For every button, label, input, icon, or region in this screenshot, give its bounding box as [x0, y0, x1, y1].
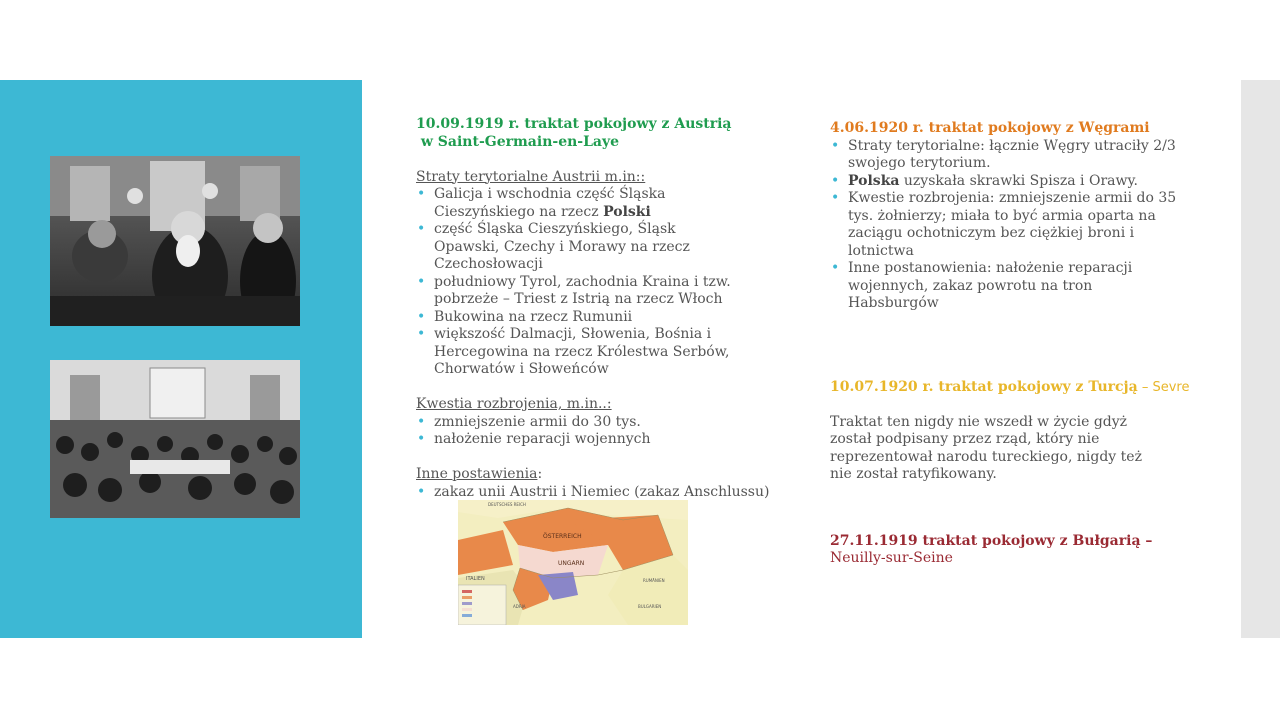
other-heading: Inne postawienia: [416, 466, 543, 482]
map-label: ADRIA [513, 604, 526, 609]
list-item: • Straty terytorialne: łącznie Węgry utraciły 2/3 swojego terytorium. [830, 138, 1178, 173]
other-treaties-section [830, 120, 1230, 568]
gray-side-strip [1241, 80, 1280, 638]
list-item: • część Śląska Cieszyńskiego, Śląsk Opawski, Czechy i Morawy na rzecz Czechosłowacji [416, 221, 744, 274]
list-item: • Galicja i wschodnia część Śląska Cieszyńskiego na rzecz Polski [416, 186, 744, 221]
list-item: • większość Dalmacji, Słowenia, Bośnia i Hercegowina na rzecz Królestwa Serbów, Chorwatów i Słoweńców [416, 326, 744, 379]
map-label: RUMÄNIEN [643, 578, 665, 583]
list-item: • nałożenie reparacji wojennych [416, 431, 816, 449]
turkey-treaty-title: 10.07.1920 r. traktat pokojowy z Turcją – Sevre [830, 378, 1190, 395]
map-label: DEUTSCHES REICH [488, 502, 526, 507]
list-item: • Inne postanowienia: nałożenie reparacji wojennych, zakaz powrotu na tron Habsburgów [830, 260, 1183, 313]
map-label: UNGARN [558, 560, 585, 567]
photo-treaty-meeting [50, 156, 300, 326]
bulgaria-treaty-place: Neuilly-sur-Seine [830, 550, 953, 566]
map-austria-hungary-partition [458, 500, 688, 625]
hungary-list [830, 138, 1230, 313]
disarm-list [416, 414, 816, 449]
turkey-treaty-text: Traktat ten nigdy nie wszedł w życie gdyż został podpisany przez rząd, który nie reprezentował narodu tureckiego, nigdy też nie został ratyfikowany. [830, 413, 1142, 482]
map-label: ITALIEN [466, 576, 485, 582]
other-list [416, 484, 816, 502]
list-item: • Polska uzyskała skrawki Spisza i Orawy. [830, 173, 1178, 191]
austria-treaty-section [416, 116, 816, 501]
list-item: • południowy Tyrol, zachodnia Kraina i tzw. pobrzeże – Triest z Istrią na rzecz Włoch [416, 274, 744, 309]
bulgaria-treaty-title: 27.11.1919 traktat pokojowy z Bułgarią – [830, 532, 1153, 549]
map-label: ÖSTERREICH [543, 533, 582, 540]
austria-treaty-title: 10.09.1919 r. traktat pokojowy z Austrią [416, 116, 732, 132]
list-item: • Kwestie rozbrojenia: zmniejszenie armii do 35 tys. żołnierzy; miała to być armia oparta na zaciągu ochotniczym bez ciężkiej broni i lotnictwa [830, 190, 1178, 260]
disarm-heading: Kwestia rozbrojenia, m.in..: [416, 396, 612, 412]
austria-treaty-place: w Saint-Germain-en-Laye [416, 133, 620, 150]
list-item: • Bukowina na rzecz Rumunii [416, 309, 744, 327]
photo-assembly-hall [50, 360, 300, 518]
list-item: • zmniejszenie armii do 30 tys. [416, 414, 816, 432]
hungary-treaty-title: 4.06.1920 r. traktat pokojowy z Węgrami [830, 120, 1150, 136]
losses-list [416, 186, 816, 379]
map-label: BULGARIEN [638, 604, 662, 609]
list-item: • zakaz unii Austrii i Niemiec (zakaz Anschlussu) [416, 484, 816, 502]
losses-heading: Straty terytorialne Austrii m.in:: [416, 168, 646, 185]
